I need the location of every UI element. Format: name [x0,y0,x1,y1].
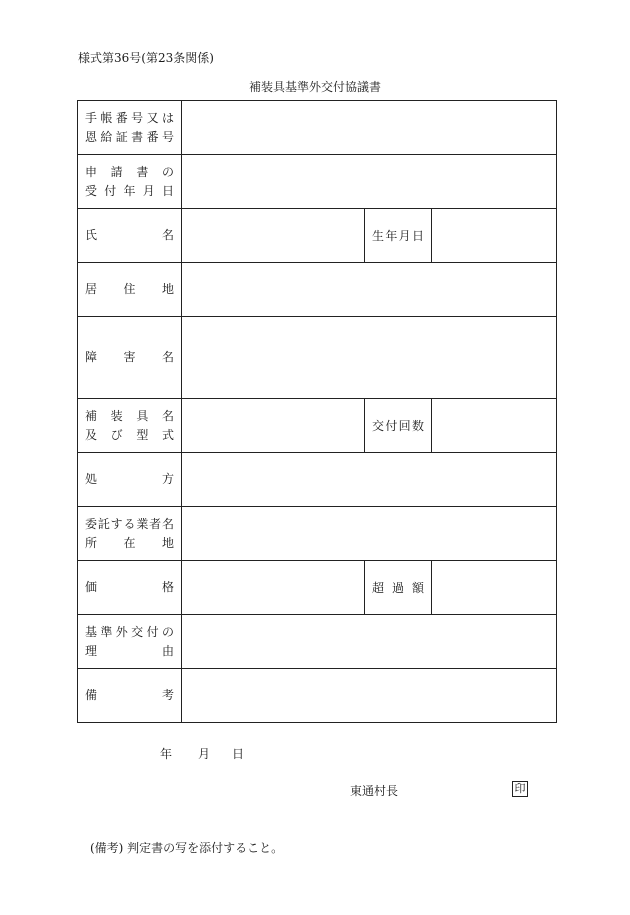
label-char: 考 [161,688,174,702]
label-char: 又 [146,110,159,125]
label-char: 給 [100,129,113,144]
form-row [78,561,557,615]
label-char: 式 [161,427,174,442]
row-label [78,399,182,453]
label-char: 超 [372,581,385,595]
label-char: 託 [97,516,110,531]
label-line [85,426,174,445]
label-char: 証 [115,129,128,144]
row-value-field[interactable] [182,209,365,263]
form-row [78,263,557,317]
label-char: 氏 [85,228,98,242]
label-line [85,128,174,147]
document-title: 補装具基準外交付協議書 [248,80,381,94]
label-char: 書 [131,129,144,144]
label-char: 由 [161,643,174,658]
row-value-field[interactable] [182,263,557,317]
form-row [78,209,557,263]
form-row [78,669,557,723]
label-char: 日 [411,229,424,243]
label-char: 番 [115,110,128,125]
label-char: 処 [85,472,98,486]
label-char: 価 [85,580,98,594]
row-label [78,101,182,155]
label-char: 受 [85,183,98,198]
label-line [85,348,174,367]
label-char: 格 [161,580,174,594]
form-row [78,507,557,561]
row-sub-label [365,209,432,263]
row-value-field[interactable] [182,561,365,615]
label-char: る [123,516,136,531]
label-char: び [110,427,123,442]
row-label [78,317,182,399]
label-char: 過 [391,581,404,595]
label-char: 付 [104,183,117,198]
label-line [85,407,174,426]
label-char: 号 [131,110,144,125]
row-label [78,669,182,723]
row-sub-value-field[interactable] [432,209,557,263]
row-value-field[interactable] [182,669,557,723]
label-char: 書 [136,164,149,179]
label-char: 所 [85,535,98,550]
form-row [78,155,557,209]
label-char: 補 [85,408,98,423]
agreement-form-table [77,100,557,723]
date-month-label: 月 [198,747,211,761]
label-char: の [161,624,174,639]
label-char: 者 [149,516,162,531]
label-char: す [110,516,123,531]
form-number: 様式第36号(第23条関係) [78,51,214,65]
label-char: 交 [131,624,144,639]
form-row [78,399,557,453]
row-value-field[interactable] [182,453,557,507]
label-char: 交 [372,419,385,433]
row-value-field[interactable] [182,399,365,453]
row-sub-value-field[interactable] [432,399,557,453]
label-char: 月 [142,183,155,198]
label-line [372,417,424,434]
label-char: 外 [115,624,128,639]
seal-mark: 印 [512,781,528,797]
label-char: 業 [136,516,149,531]
label-line [85,109,174,128]
row-value-field[interactable] [182,101,557,155]
remarks-note: (備考) 判定書の写を添付すること。 [90,841,284,855]
label-char: 数 [411,419,424,433]
label-line [85,534,174,553]
label-line [85,163,174,182]
label-line [85,642,174,661]
label-char: 備 [85,688,98,702]
label-char: 日 [161,183,174,198]
form-row [78,615,557,669]
label-char: 具 [136,408,149,423]
label-char: 名 [161,408,174,423]
label-char: 番 [146,129,159,144]
label-char: 装 [110,408,123,423]
label-line [372,227,424,244]
label-char: 付 [146,624,159,639]
label-line [85,578,174,597]
row-label [78,263,182,317]
row-sub-value-field[interactable] [432,561,557,615]
label-char: 住 [123,282,136,296]
label-char: は [161,110,174,125]
row-value-field[interactable] [182,507,557,561]
label-char: 号 [161,129,174,144]
label-char: 居 [85,282,98,296]
label-char: 型 [136,427,149,442]
label-char: 基 [85,624,98,639]
label-char: 恩 [85,129,98,144]
row-value-field[interactable] [182,155,557,209]
label-line [372,579,424,596]
label-char: 及 [85,427,98,442]
label-char: 委 [85,516,98,531]
row-label [78,561,182,615]
row-label [78,615,182,669]
label-char: 準 [100,624,113,639]
date-day-label: 日 [232,747,245,761]
label-char: 付 [385,419,398,433]
row-label [78,507,182,561]
label-char: 生 [372,229,385,243]
mayor-title: 東通村長 [350,784,399,798]
label-char: 回 [398,419,411,433]
label-line [85,623,174,642]
label-char: 害 [123,350,136,364]
date-year-label: 年 [160,747,173,761]
row-label [78,209,182,263]
form-row [78,453,557,507]
label-char: 額 [411,581,424,595]
label-char: 障 [85,350,98,364]
label-line [85,515,174,534]
label-char: 名 [161,516,174,531]
row-value-field[interactable] [182,615,557,669]
row-label [78,453,182,507]
label-line [85,226,174,245]
label-char: 名 [161,228,174,242]
form-row [78,317,557,399]
label-char: 年 [385,229,398,243]
row-sub-label [365,399,432,453]
label-char: 理 [85,643,98,658]
row-value-field[interactable] [182,317,557,399]
label-line [85,686,174,705]
label-line [85,182,174,201]
label-char: 手 [85,110,98,125]
label-char: 請 [110,164,123,179]
label-char: 地 [161,535,174,550]
row-label [78,155,182,209]
label-char: 年 [123,183,136,198]
label-line [85,470,174,489]
row-sub-label [365,561,432,615]
label-char: 名 [161,350,174,364]
label-line [85,280,174,299]
form-row [78,101,557,155]
label-char: 申 [85,164,98,179]
label-char: 帳 [100,110,113,125]
label-char: 月 [398,229,411,243]
label-char: 在 [123,535,136,550]
label-char: の [161,164,174,179]
label-char: 方 [161,472,174,486]
label-char: 地 [161,282,174,296]
